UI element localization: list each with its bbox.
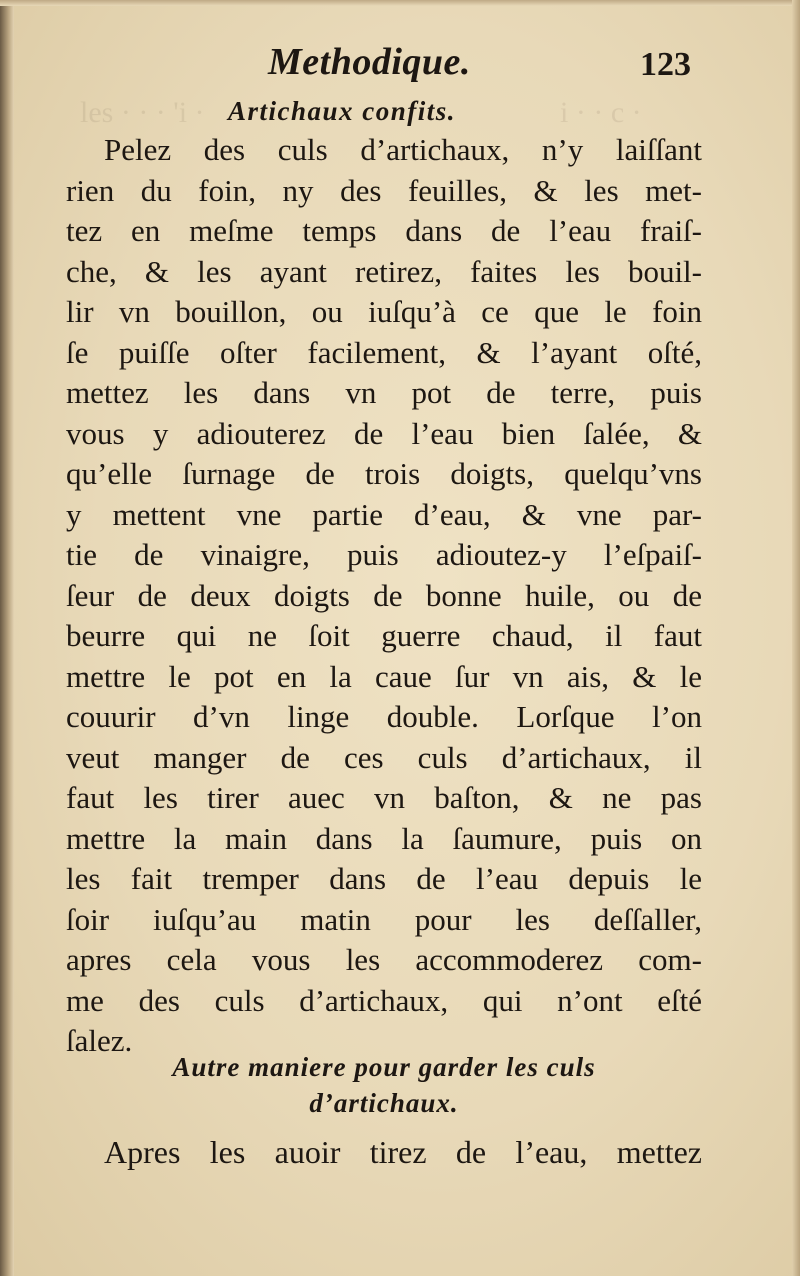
- page-number: 123: [640, 46, 691, 83]
- page-top-edge: [0, 0, 800, 6]
- text-line: ſeur de deux doigts de bonne huile, ou de: [66, 577, 702, 613]
- bleed-through-text: les · · · 'i ·: [80, 96, 205, 129]
- text-line: che, & les ayant retirez, faites les bouil-: [66, 253, 702, 289]
- text-line: mettre la main dans la ſaumure, puis on: [66, 820, 702, 856]
- text-line: me des culs d’artichaux, qui n’ont eſté: [66, 982, 702, 1018]
- binding-gutter: [0, 0, 14, 1276]
- text-line: ſalez.: [66, 1023, 133, 1058]
- text-line: faut les tirer auec vn baſton, & ne pas: [66, 780, 702, 815]
- text-line: ſe puiſſe oſter facilement, & l’ayant oſté,: [66, 334, 702, 370]
- text-line: couurir d’vn linge double. Lorſque l’on: [66, 699, 702, 734]
- section-heading: Artichaux confits.: [228, 96, 457, 126]
- running-title: Methodique.: [268, 41, 471, 83]
- text-line: beurre qui ne ſoit guerre chaud, il faut: [66, 618, 702, 653]
- bleed-through-text: i · · c ·: [560, 96, 642, 129]
- text-line: Pelez des culs d’artichaux, n’y laiſſant: [104, 132, 702, 167]
- text-line: vous y adiouterez de l’eau bien ſalée, &: [66, 415, 702, 451]
- text-line: lir vn bouillon, ou iuſqu’à ce que le foin: [66, 294, 702, 329]
- page-right-edge: [792, 0, 800, 1276]
- text-line: veut manger de ces culs d’artichaux, il: [66, 739, 702, 775]
- subsection-heading-line1: Autre maniere pour garder les culs: [172, 1052, 596, 1082]
- text-line: les fait tremper dans de l’eau depuis le: [66, 861, 702, 896]
- text-line: y mettent vne partie d’eau, & vne par-: [66, 496, 702, 532]
- body-paragraph: [66, 130, 702, 1062]
- running-head: [0, 40, 800, 90]
- text-line: tez en meſme temps dans de l’eau fraiſ-: [66, 213, 702, 248]
- text-line: tie de vinaigre, puis adioutez-y l’eſpaiſ-: [66, 537, 702, 572]
- subsection-first-line: Apres les auoir tirez de l’eau, mettez: [104, 1134, 702, 1170]
- subsection-heading-line2: d’artichaux.: [309, 1088, 459, 1118]
- text-line: mettre le pot en la caue ſur vn ais, & le: [66, 658, 702, 694]
- text-line: ſoir iuſqu’au matin pour les deſſaller,: [66, 901, 702, 937]
- text-line: qu’elle ſurnage de trois doigts, quelqu’vns: [66, 456, 702, 491]
- text-line: mettez les dans vn pot de terre, puis: [66, 375, 702, 410]
- text-line: rien du foin, ny des feuilles, & les met-: [66, 172, 702, 208]
- text-line: apres cela vous les accommoderez com-: [66, 942, 702, 977]
